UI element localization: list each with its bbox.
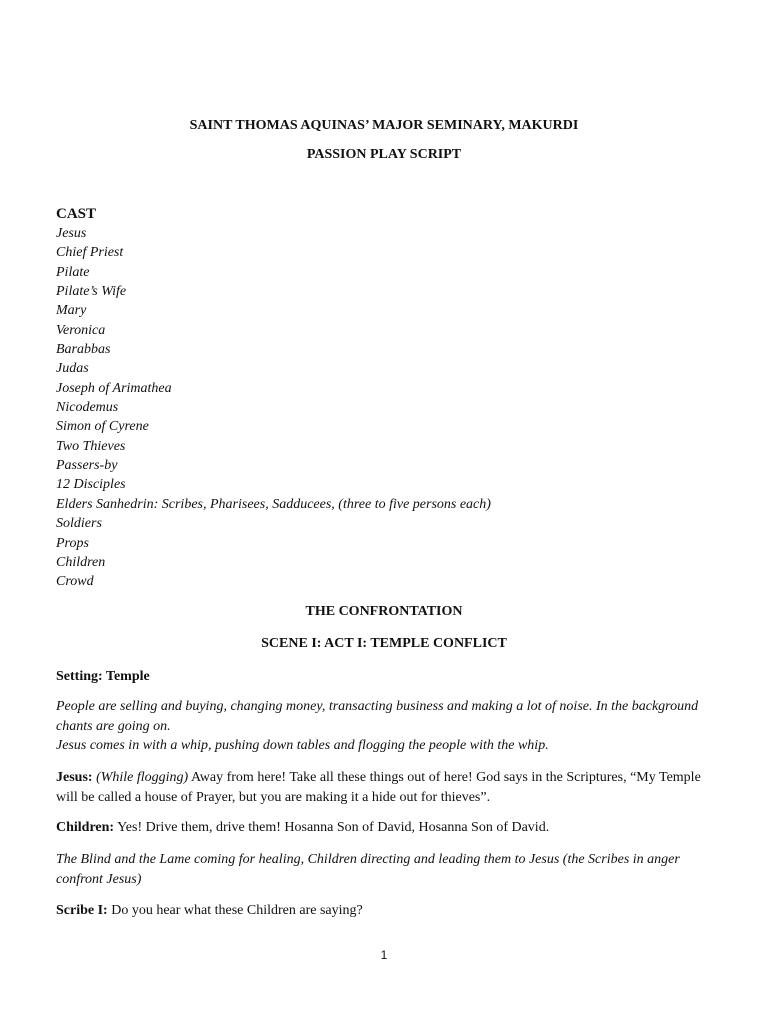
dialogue-text: Do you hear what these Children are saying? [111,903,363,918]
cast-member: Simon of Cyrene [56,419,149,435]
dialogue-text: Away from here! Take all these things out of here! God says in the Scriptures, “My Temple will be called a house of Prayer, but you are making it a hide out for thieves”. [56,770,701,805]
script-title: PASSION PLAY SCRIPT [306,147,462,162]
cast-member: Passers-by [56,458,118,474]
cast-member: Judas [56,361,89,377]
speaker-name: Scribe I: [56,903,108,918]
cast-member: Pilate [56,264,90,280]
cast-member: Two Thieves [56,438,126,454]
dialogue-line [56,901,716,921]
cast-member: Jesus [56,226,87,241]
cast-member: Props [56,535,89,551]
page-number: 1 [380,948,388,962]
cast-heading: CAST [56,206,97,222]
section-title: THE CONFRONTATION [305,604,463,619]
stage-direction-text: People are selling and buying, changing money, transacting business and making a lot of noise. In the background chants are going on. [56,699,699,734]
cast-member: Elders Sanhedrin: Scribes, Pharisees, Sadducees, (three to five persons each) [56,496,491,512]
dialogue-line [56,818,716,838]
cast-member: Mary [56,303,87,319]
cast-member: Barabbas [56,342,111,358]
speaker-name: Jesus: [56,770,93,785]
cast-member: Crowd [56,574,94,590]
cast-member: Children [56,554,106,570]
institution-heading: SAINT THOMAS AQUINAS’ MAJOR SEMINARY, MAKURDI [189,118,579,133]
stage-direction-text: Jesus comes in with a whip, pushing down tables and flogging the people with the whip. [56,738,549,753]
inline-direction: (While flogging) [96,770,189,785]
stage-direction [56,697,716,756]
cast-member: Nicodemus [56,400,119,416]
cast-member: Joseph of Arimathea [56,380,172,396]
setting-label: Setting: Temple [56,669,150,684]
dialogue-line [56,768,716,807]
dialogue-text: Yes! Drive them, drive them! Hosanna Son of David, Hosanna Son of David. [117,820,550,835]
cast-list [56,224,491,592]
cast-member: 12 Disciples [56,477,126,493]
stage-direction-text: The Blind and the Lame coming for healing, Children directing and leading them to Jesus (the Scribes in anger confront Jesus) [56,852,680,887]
scene-title: SCENE I: ACT I: TEMPLE CONFLICT [261,636,507,651]
speaker-name: Children: [56,820,115,835]
cast-member: Chief Priest [56,245,124,261]
cast-member: Pilate’s Wife [56,284,127,300]
cast-member: Veronica [56,322,106,338]
cast-member: Soldiers [56,516,102,532]
